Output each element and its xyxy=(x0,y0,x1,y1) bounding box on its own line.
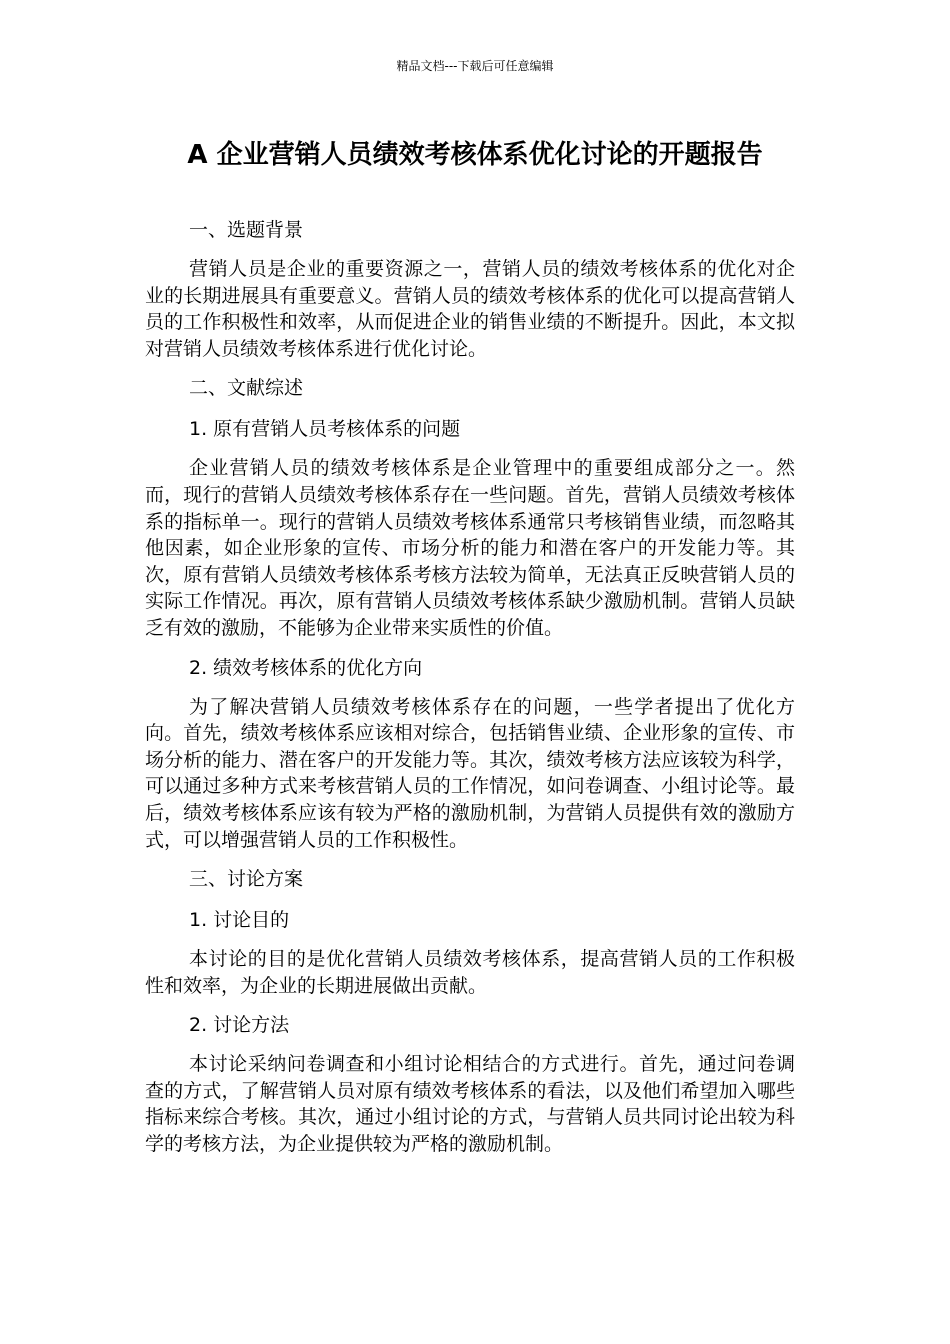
paragraph: 本讨论的目的是优化营销人员绩效考核体系，提高营销人员的工作积极性和效率，为企业的长期进展做出贡献。 xyxy=(145,948,795,997)
subsection-heading: 1. 讨论目的 xyxy=(189,909,290,932)
paragraph: 企业营销人员的绩效考核体系是企业管理中的重要组成部分之一。然而，现行的营销人员绩效考核体系存在一些问题。首先，营销人员绩效考核体系的指标单一。现行的营销人员绩效考核体系通常只考核销售业绩，而忽略其他因素，如企业形象的宣传、市场分析的能力和潜在客户的开发能力等。其次，原有营销人员绩效考核体系考核方法较为简单，无法真正反映营销人员的实际工作情况。再次，原有营销人员绩效考核体系缺少激励机制。营销人员缺乏有效的激励，不能够为企业带来实质性的价值。 xyxy=(145,457,795,639)
subsection-heading: 1. 原有营销人员考核体系的问题 xyxy=(189,418,461,441)
paragraph: 为了解决营销人员绩效考核体系存在的问题，一些学者提出了优化方向。首先，绩效考核体系应该相对综合，包括销售业绩、企业形象的宣传、市场分析的能力、潜在客户的开发能力等。其次，绩效考核方法应该较为科学，可以通过多种方式来考核营销人员的工作情况，如问卷调查、小组讨论等。最后，绩效考核体系应该有较为严格的激励机制，为营销人员提供有效的激励方式，可以增强营销人员的工作积极性。 xyxy=(145,695,795,851)
section-heading: 二、文献综述 xyxy=(189,377,304,400)
section-heading: 一、选题背景 xyxy=(189,219,304,241)
subsection-heading: 2. 讨论方法 xyxy=(189,1014,290,1037)
page-header: 精品文档---下载后可任意编辑 xyxy=(396,59,554,73)
paragraph: 本讨论采纳问卷调查和小组讨论相结合的方式进行。首先，通过问卷调查的方式，了解营销人员对原有绩效考核体系的看法，以及他们希望加入哪些指标来综合考核。其次，通过小组讨论的方式，与营销人员共同讨论出较为科学的考核方法，为企业提供较为严格的激励机制。 xyxy=(145,1053,795,1156)
document-title: A 企业营销人员绩效考核体系优化讨论的开题报告 xyxy=(187,140,763,170)
section-heading: 三、讨论方案 xyxy=(189,868,304,891)
document-body xyxy=(145,215,795,1169)
paragraph: 营销人员是企业的重要资源之一，营销人员的绩效考核体系的优化对企业的长期进展具有重要意义。营销人员的绩效考核体系的优化可以提高营销人员的工作积极性和效率，从而促进企业的销售业绩的不断提升。因此，本文拟对营销人员绩效考核体系进行优化讨论。 xyxy=(145,258,795,360)
subsection-heading: 2. 绩效考核体系的优化方向 xyxy=(189,656,423,679)
